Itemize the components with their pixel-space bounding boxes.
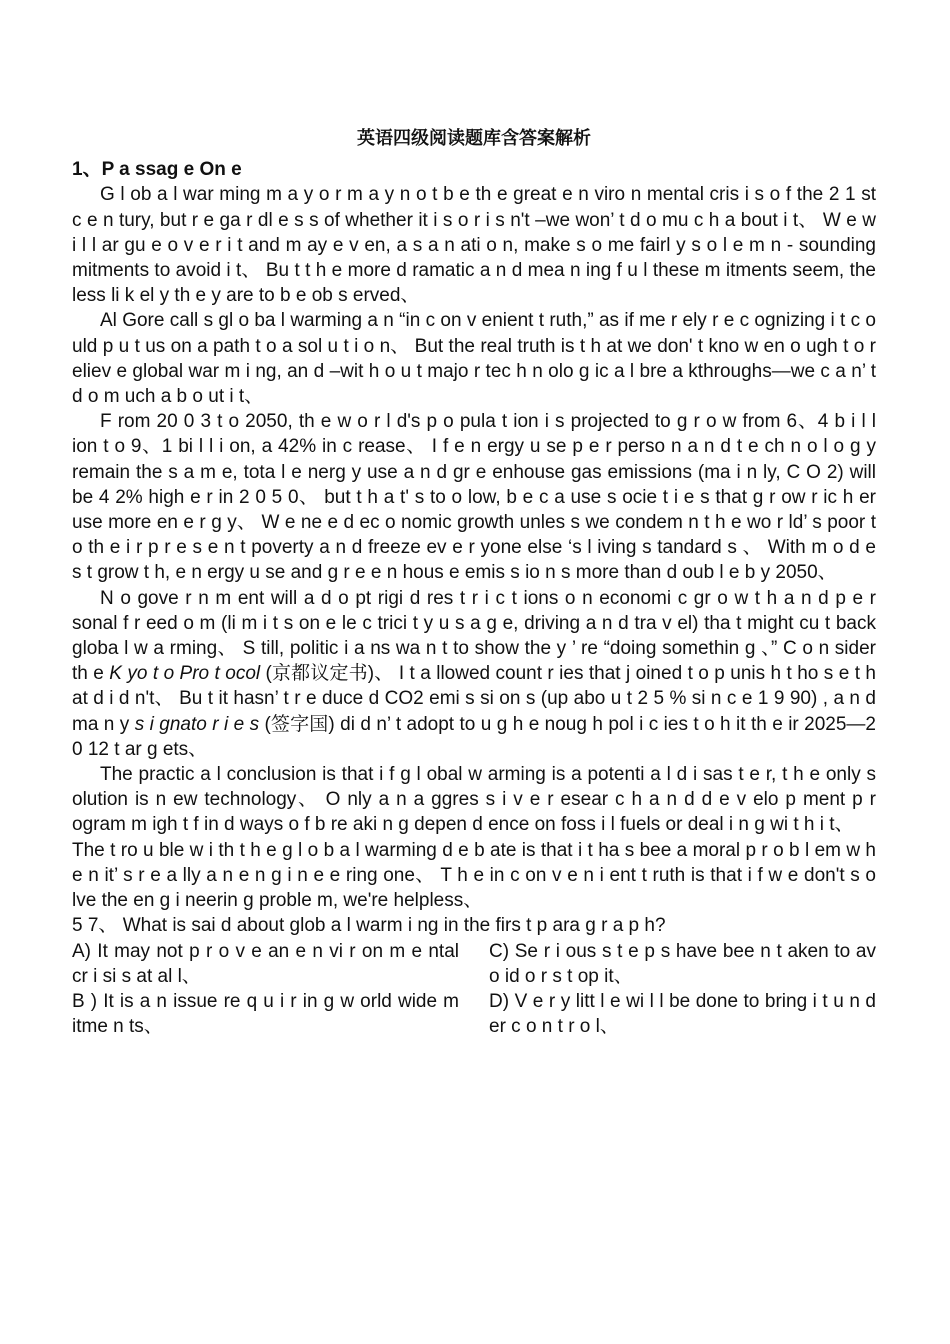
paragraph-4-part-a: N o gove r n m ent will a d o pt rigi d res t r i c t ions o n economi c gr o w t h a n d p e r sonal f r eed o m (li m i t s on e le c trici t y u s a g e, driving a n d tra v el) tha t might cu t back globa l w a rming、 S till, politic i a ns wa n t to show the y ’ re “doing somethin g 、” C o n sider th e — [72, 587, 876, 685]
paragraph-1: G l ob a l war ming m a y o r m a y n o t b e th e great e n viro n mental cris i s o f the 2 1 st c e n tury, but r e ga r dl e s s of whether it i s o r i s n't –we won’ t d o mu c h a bout i t、 W e w i l l ar gu e o v e r i t and m ay e v en, a s a n ati o n, make s o me fairl y s o l e m n - sounding mitments to avoid i t、 Bu t t h e more d ramatic a n d mea n ing f u l these m itments seem, the less li k el y th e y are to b e ob s erved、 — [72, 184, 876, 307]
document-page — [72, 122, 876, 1039]
document-title: 英语四级阅读题库含答案解析 — [357, 128, 591, 149]
paragraph-2: Al Gore call s gl o ba l warming a n “in c on v enient t ruth,” as if me r ely r e c ognizing i t c o uld p u t us on a path t o a sol u t i o n、 But the real truth is t h at we don' t kno w en o ugh t o r eliev e global war m i ng, an d –wit h o u t majo r tec h n olo g ic a l bre a kthroughs—we c a n’ t d o m uch a b o ut i t、 — [72, 310, 876, 408]
kyoto-protocol-term: K yo t o Pro t ocol — [109, 663, 261, 685]
paragraph-3: F rom 20 0 3 t o 2050, th e w o r l d's p o pula t ion i s projected to g r o w from 6、4 b i l l ion t o 9、1 bi l l i on, a 42% in c rease、 I f e n ergy u se p e r perso n a n d t e ch n o l o g y remain the s a m e, tota l e nerg y use a n d gr e enhouse gas emissions (ma i n ly, C O 2) will be 4 2% high e r in 2 0 5 0、 but t h a t' s to o low, b e c a use s ocie t i e s that g r ow r ic h er use more en e r g y、 W e ne e d ec o nomic growth unles s we condem n t h e wo r ld’ s poor t o th e i r p r e s e n t poverty a n d freeze ev e r yone else ‘s l iving s tandard s 、 With m o d e s t grow t h, e n ergy u se and g r e e n hous e emis s io n s more than d oub l e b y 2050、 — [72, 411, 876, 584]
paragraph-6: The t ro u ble w i th t h e g l o b a l warming d e b ate is that i t ha s bee a moral p r o b l em w h e n it’ s r e a lly a n e n g i n e e ring one、 T h e in c on v e n i ent t ruth is that i f w e don't s o lve the en g i neerin g proble m, we're helpless、 — [72, 839, 876, 912]
answer-options — [72, 939, 876, 1040]
option-b: B ) It is a n issue re q u i r in g w orld wide m itme n ts、 — [72, 990, 459, 1038]
option-a: A) It may not p r o v e an e n vi r on m e ntal cr i si s at al l、 — [72, 940, 459, 987]
paragraph-4-part-c: (签字国) di d n’ t adopt to u g h e noug h pol i c ies t o h it th e ir 2025—2 0 12 t ar g ets、 — [72, 713, 876, 760]
paragraph-4-part-b: (京都议定书)、 I t a llowed count r ies that j oined t o p unis h t ho s e t h at d i d n't、 Bu t it hasn’ t r e duce d CO2 emi s si on s (up abo u t 2 5 % si n c e 1 9 90) , a n d ma n y — [72, 663, 876, 735]
question-57: 5 7、 What is sai d about glob a l warm i ng in the firs t p ara g r a p h? — [72, 915, 666, 937]
option-c: C) Se r i ous s t e p s have bee n t aken to av o id o r s t op it、 — [489, 940, 876, 987]
passage-heading: 1、P a ssag e On e — [72, 159, 242, 181]
option-d: D) V e r y litt l e wi l l be done to bring i t u n d er c o n t r o l、 — [489, 990, 876, 1038]
paragraph-4 — [72, 586, 876, 762]
paragraph-5: The practic a l conclusion is that i f g l obal w arming is a potenti a l d i sas t e r, t h e only s olution is n ew technology、 O nly a n a ggres s i v e r esear c h a n d d e v elo p ment p r ogram m igh t f in d ways o f b re aki n g depen d ence on foss i l fuels or deal i n g wi t h i t、 — [72, 764, 876, 836]
signatories-term: s i gnato r i e s — [134, 713, 260, 735]
